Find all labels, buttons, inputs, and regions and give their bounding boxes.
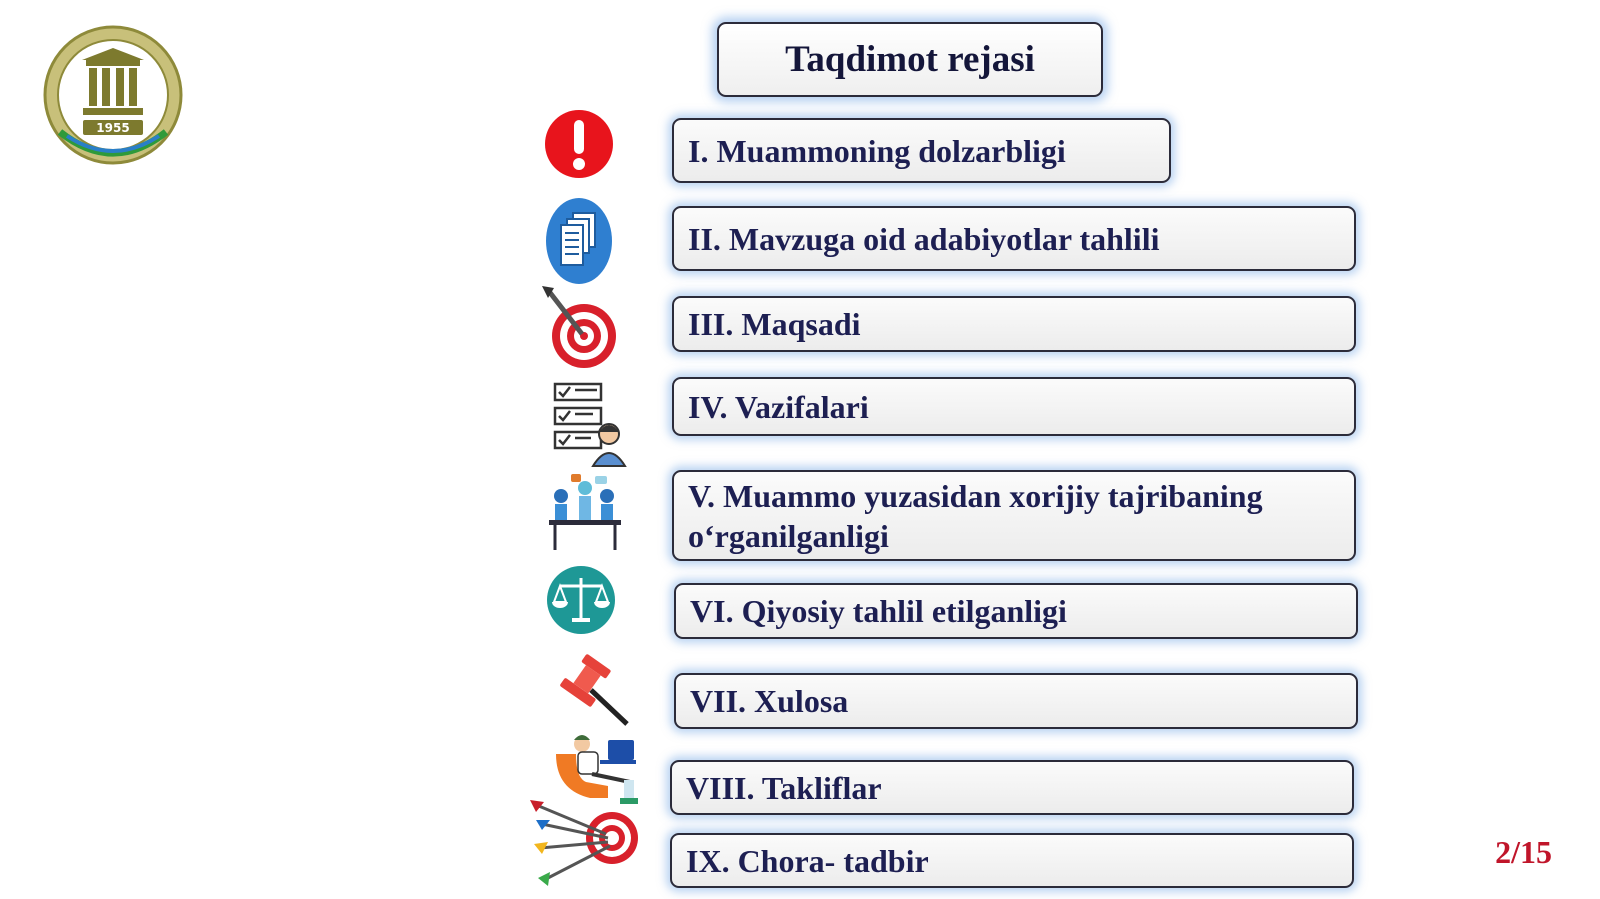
page-title: Taqdimot rejasi <box>717 22 1103 97</box>
person-laptop-icon <box>548 734 640 806</box>
darts-target-icon <box>530 800 642 890</box>
target-icon <box>540 284 620 374</box>
exclamation-icon <box>543 106 615 182</box>
agenda-item-9: IX. Chora- tadbir <box>670 833 1354 888</box>
agenda-item-7: VII. Xulosa <box>674 673 1358 729</box>
agenda-item-1: I. Muammoning dolzarbligi <box>672 118 1171 183</box>
logo-year: 1955 <box>96 121 130 135</box>
agenda-item-3: III. Maqsadi <box>672 296 1356 352</box>
agenda-item-5: V. Muammo yuzasidan xorijiy tajribaning o‘rganilganligi <box>672 470 1356 561</box>
page-number: 2/15 <box>1495 834 1552 870</box>
agenda-item-6: VI. Qiyosiy tahlil etilganligi <box>674 583 1358 639</box>
pushpin-icon <box>555 654 631 726</box>
agenda-item-2: II. Mavzuga oid adabiyotlar tahlili <box>672 206 1356 271</box>
university-logo <box>42 24 184 166</box>
scales-icon <box>546 564 616 636</box>
agenda-item-8: VIII. Takliflar <box>670 760 1354 815</box>
agenda-item-4: IV. Vazifalari <box>672 377 1356 436</box>
team-meeting-icon <box>545 472 625 552</box>
checklist-person-icon <box>553 380 627 468</box>
documents-icon <box>545 197 613 285</box>
